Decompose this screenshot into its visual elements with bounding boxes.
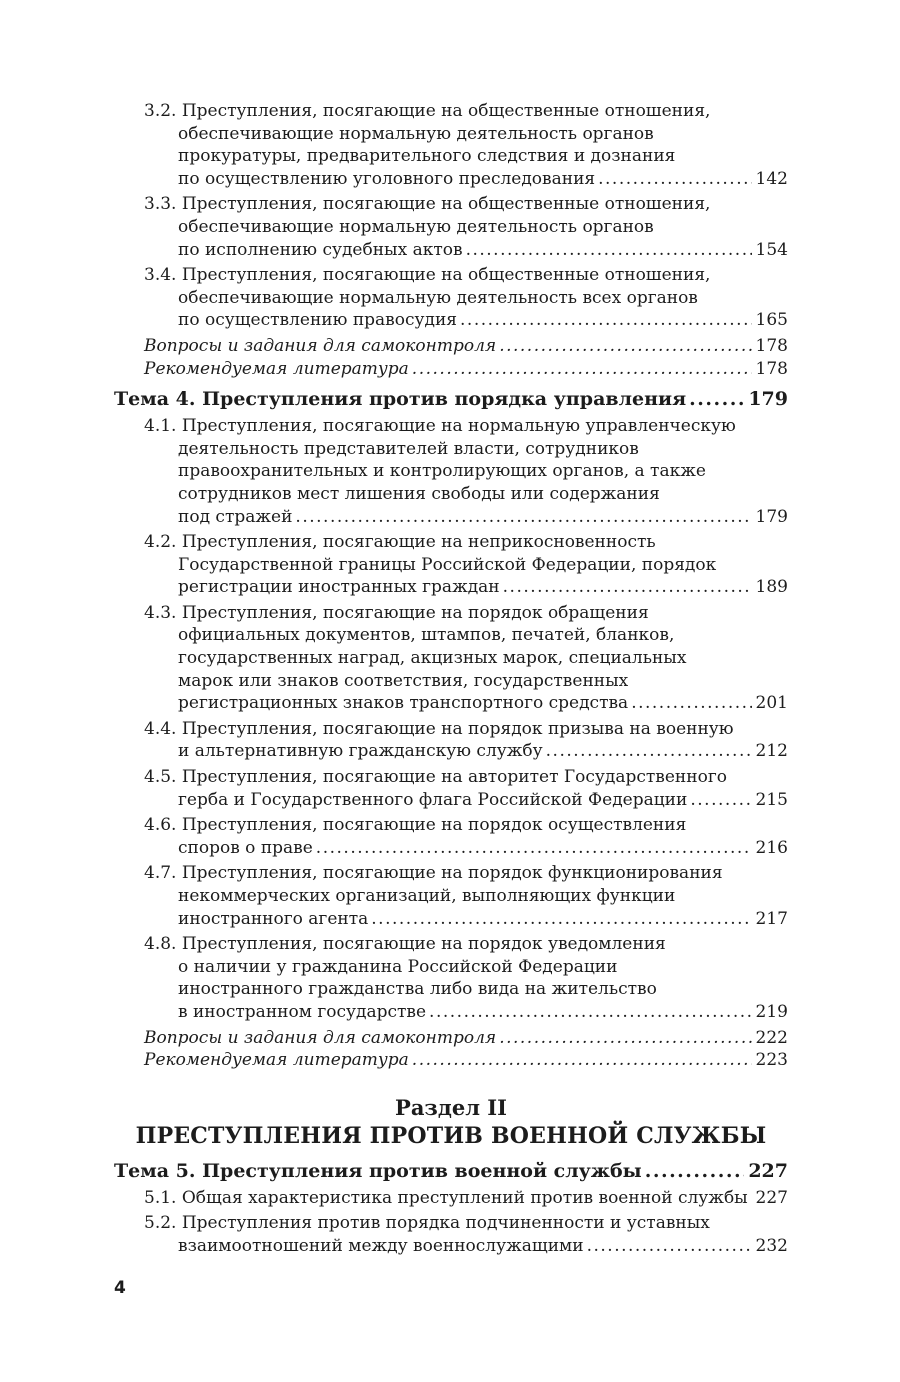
table-of-contents xyxy=(114,100,788,1261)
toc-entry-text: 4.7. Преступления, посягающие на порядок функционирования xyxy=(144,863,723,884)
toc-entry-misc xyxy=(114,335,788,358)
toc-entry-line xyxy=(144,862,788,885)
toc-entry-line xyxy=(178,438,788,461)
dot-leader xyxy=(371,908,751,931)
toc-page-number: 232 xyxy=(755,1235,788,1256)
dot-leader xyxy=(412,1049,752,1072)
dot-leader xyxy=(645,1158,745,1184)
toc-entry-text: 3.4. Преступления, посягающие на общественные отношения, xyxy=(144,265,711,286)
toc-page-number: 227 xyxy=(748,1159,788,1182)
toc-entry-misc xyxy=(114,1027,788,1050)
toc-entry-text: Тема 4. Преступления против порядка управления xyxy=(114,388,687,411)
toc-entry-last-line xyxy=(178,740,788,763)
toc-entry-last-line xyxy=(178,1001,788,1024)
toc-entry-text: 5.1. Общая характеристика преступлений против военной службы xyxy=(144,1187,748,1208)
dot-leader xyxy=(499,1027,751,1050)
toc-entry-last-line xyxy=(114,386,788,412)
toc-entry-text: иностранного агента xyxy=(178,908,369,929)
toc-entry-last-line xyxy=(178,1235,788,1258)
toc-entry-last-line xyxy=(178,576,788,599)
toc-page-number: 201 xyxy=(755,693,788,714)
toc-page-number: 179 xyxy=(755,506,788,527)
toc-entry-last-line xyxy=(178,239,788,262)
toc-entry-text: 3.3. Преступления, посягающие на общественные отношения, xyxy=(144,194,711,215)
toc-entry-sub xyxy=(114,862,788,930)
toc-entry-text: в иностранном государстве xyxy=(178,1001,427,1022)
toc-entry-sub xyxy=(114,602,788,715)
toc-entry-last-line xyxy=(144,1049,788,1072)
toc-entry-last-line xyxy=(178,908,788,931)
toc-entry-text: деятельность представителей власти, сотрудников xyxy=(178,438,639,459)
toc-entry-line xyxy=(178,145,788,168)
toc-entry-line xyxy=(144,718,788,741)
toc-entry-text: 4.3. Преступления, посягающие на порядок обращения xyxy=(144,602,649,623)
toc-page-number: 165 xyxy=(755,310,788,331)
toc-entry-topic xyxy=(114,386,788,412)
toc-top-list xyxy=(114,100,788,1072)
toc-page-number: 215 xyxy=(755,789,788,810)
toc-entry-text: 3.2. Преступления, посягающие на общественные отношения, xyxy=(144,101,711,121)
dot-leader xyxy=(587,1235,752,1258)
toc-entry-line xyxy=(144,415,788,438)
toc-entry-text: обеспечивающие нормальную деятельность всех органов xyxy=(178,287,698,308)
section-label: Раздел II xyxy=(395,1094,507,1120)
toc-entry-last-line xyxy=(114,1158,788,1184)
toc-entry-text: обеспечивающие нормальную деятельность органов xyxy=(178,216,654,237)
dot-leader xyxy=(295,506,751,529)
toc-entry-text: обеспечивающие нормальную деятельность органов xyxy=(178,123,654,144)
dot-leader xyxy=(499,335,751,358)
toc-entry-text: и альтернативную гражданскую службу xyxy=(178,741,543,762)
toc-entry-text: Вопросы и задания для самоконтроля xyxy=(144,1027,497,1048)
toc-entry-last-line xyxy=(144,1027,788,1050)
toc-entry-sub xyxy=(114,100,788,190)
dot-leader xyxy=(412,358,752,381)
toc-entry-line xyxy=(178,624,788,647)
toc-page-number: 142 xyxy=(755,168,788,189)
toc-entry-text: Рекомендуемая литература xyxy=(144,358,409,379)
toc-entry-line xyxy=(144,264,788,287)
toc-entry-line xyxy=(178,460,788,483)
toc-entry-last-line xyxy=(144,1187,788,1210)
toc-entry-text: по осуществлению уголовного преследования xyxy=(178,168,596,189)
toc-entry-text: по исполнению судебных актов xyxy=(178,239,463,260)
toc-entry-text: споров о праве xyxy=(178,837,313,858)
toc-entry-line xyxy=(144,100,788,123)
toc-entry-last-line xyxy=(178,692,788,715)
toc-entry-line xyxy=(178,647,788,670)
dot-leader xyxy=(690,789,751,812)
toc-entry-sub xyxy=(114,1187,788,1210)
toc-entry-text: сотрудников мест лишения свободы или содержания xyxy=(178,483,660,504)
toc-entry-text: 4.2. Преступления, посягающие на неприкосновенность xyxy=(144,532,656,553)
dot-leader xyxy=(546,740,752,763)
toc-entry-text: 4.1. Преступления, посягающие на нормальную управленческую xyxy=(144,416,736,437)
dot-leader xyxy=(316,837,752,860)
toc-bottom-list xyxy=(114,1158,788,1258)
toc-entry-last-line xyxy=(178,168,788,191)
toc-entry-line xyxy=(178,287,788,310)
toc-entry-sub xyxy=(114,1212,788,1257)
toc-page-number: 216 xyxy=(755,837,788,858)
toc-entry-text: Рекомендуемая литература xyxy=(144,1050,409,1071)
toc-page-number: 217 xyxy=(755,908,788,929)
toc-entry-misc xyxy=(114,358,788,381)
toc-entry-text: иностранного гражданства либо вида на жительство xyxy=(178,979,657,1000)
toc-page-number: 223 xyxy=(755,1050,788,1071)
toc-entry-line xyxy=(144,193,788,216)
toc-entry-text: под стражей xyxy=(178,506,293,527)
toc-entry-sub xyxy=(114,766,788,811)
toc-entry-line xyxy=(144,933,788,956)
toc-entry-text: регистрации иностранных граждан xyxy=(178,577,500,598)
toc-entry-text: 4.8. Преступления, посягающие на порядок уведомления xyxy=(144,934,666,955)
toc-entry-line xyxy=(144,531,788,554)
dot-leader xyxy=(689,386,744,412)
toc-entry-text: по осуществлению правосудия xyxy=(178,310,458,331)
dot-leader xyxy=(631,692,751,715)
section-title: ПРЕСТУПЛЕНИЯ ПРОТИВ ВОЕННОЙ СЛУЖБЫ xyxy=(135,1122,767,1149)
toc-page-number: 212 xyxy=(755,741,788,762)
toc-page-number: 219 xyxy=(755,1001,788,1022)
toc-page-number: 189 xyxy=(755,577,788,598)
toc-entry-text: прокуратуры, предварительного следствия и дознания xyxy=(178,146,676,167)
toc-entry-last-line xyxy=(144,358,788,381)
toc-entry-line xyxy=(144,602,788,625)
toc-entry-text: 4.5. Преступления, посягающие на авторитет Государственного xyxy=(144,767,727,788)
toc-entry-line xyxy=(178,123,788,146)
toc-entry-text: 5.2. Преступления против порядка подчиненности и уставных xyxy=(144,1213,710,1234)
toc-entry-line xyxy=(178,483,788,506)
toc-page-number: 179 xyxy=(748,388,788,411)
toc-entry-text: герба и Государственного флага Российской Федерации xyxy=(178,789,688,810)
dot-leader xyxy=(460,309,752,332)
toc-entry-text: государственных наград, акцизных марок, специальных xyxy=(178,648,687,669)
toc-entry-last-line xyxy=(178,789,788,812)
toc-entry-line xyxy=(178,216,788,239)
toc-entry-text: о наличии у гражданина Российской Федерации xyxy=(178,956,618,977)
toc-entry-line xyxy=(178,978,788,1001)
toc-entry-text: Вопросы и задания для самоконтроля xyxy=(144,335,497,356)
toc-page-number: 178 xyxy=(755,335,788,356)
toc-entry-line xyxy=(178,554,788,577)
toc-entry-sub xyxy=(114,264,788,332)
toc-entry-text: Тема 5. Преступления против военной службы xyxy=(114,1159,642,1182)
dot-leader xyxy=(429,1001,752,1024)
toc-entry-text: правоохранительных и контролирующих органов, а также xyxy=(178,461,706,482)
toc-entry-sub xyxy=(114,814,788,859)
toc-entry-line xyxy=(178,956,788,979)
toc-entry-sub xyxy=(114,531,788,599)
dot-leader xyxy=(598,168,751,191)
toc-entry-text: официальных документов, штампов, печатей, бланков, xyxy=(178,625,675,646)
toc-page-number: 227 xyxy=(755,1187,788,1208)
toc-entry-sub xyxy=(114,415,788,528)
toc-entry-line xyxy=(178,670,788,693)
toc-entry-sub xyxy=(114,933,788,1023)
toc-entry-last-line xyxy=(178,837,788,860)
page-number: 4 xyxy=(114,1278,126,1298)
toc-entry-line xyxy=(144,766,788,789)
toc-page-number: 222 xyxy=(755,1027,788,1048)
toc-entry-line xyxy=(144,814,788,837)
toc-entry-last-line xyxy=(144,335,788,358)
toc-entry-text: 4.6. Преступления, посягающие на порядок осуществления xyxy=(144,815,687,836)
section-heading xyxy=(114,1094,788,1150)
toc-entry-text: взаимоотношений между военнослужащими xyxy=(178,1235,584,1256)
toc-entry-topic xyxy=(114,1158,788,1184)
toc-entry-sub xyxy=(114,193,788,261)
toc-entry-sub xyxy=(114,718,788,763)
dot-leader xyxy=(751,1187,752,1210)
toc-page-number: 154 xyxy=(755,239,788,260)
dot-leader xyxy=(466,239,752,262)
toc-entry-text: регистрационных знаков транспортного средства xyxy=(178,693,629,714)
toc-entry-text: 4.4. Преступления, посягающие на порядок призыва на военную xyxy=(144,718,734,739)
toc-entry-text: марок или знаков соответствия, государственных xyxy=(178,670,629,691)
toc-entry-text: некоммерческих организаций, выполняющих функции xyxy=(178,886,676,906)
toc-entry-last-line xyxy=(178,309,788,332)
toc-entry-last-line xyxy=(178,506,788,529)
dot-leader xyxy=(503,576,752,599)
toc-page-number: 178 xyxy=(755,358,788,379)
toc-entry-text: Государственной границы Российской Федерации, порядок xyxy=(178,554,717,575)
toc-entry-line xyxy=(144,1212,788,1235)
toc-entry-misc xyxy=(114,1049,788,1072)
toc-entry-line xyxy=(178,885,788,908)
